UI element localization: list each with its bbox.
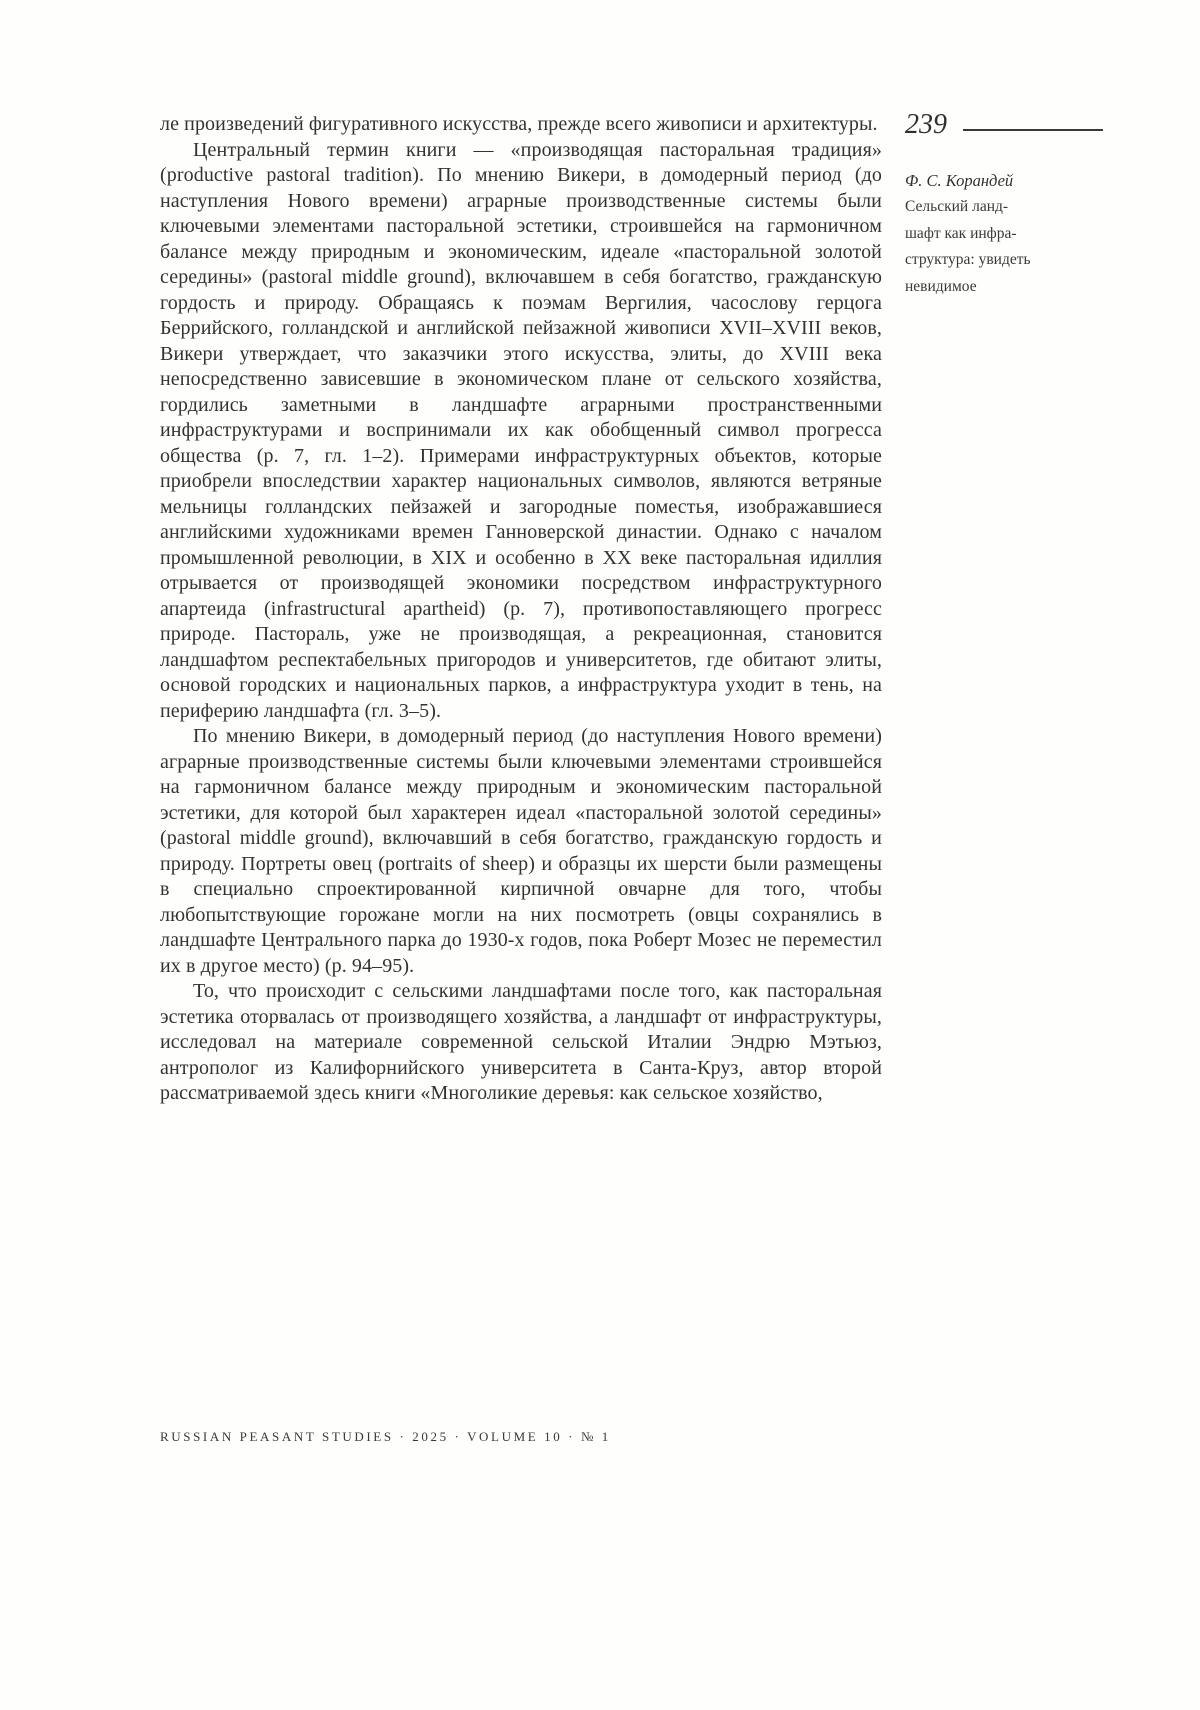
- paragraph: По мнению Викери, в домодерный период (до наступления Нового времени) аграрные производственные системы были ключевыми элементами строившейся на гармоничном балансе между природным и экономическим пасторальной эстетики, для которой был характерен идеал «пасторальной золотой середины» (pastoral middle ground), включавший в себя богатство, гражданскую гордость и природу. Портреты овец (portraits of sheep) и образцы их шерсти были размещены в специально спроектированной кирпичной овчарне для того, чтобы любопытствующие горожане могли на них посмотреть (овцы сохранялись в ландшафте Центрального парка до 1930-х годов, пока Роберт Мозес не переместил их в другое место) (p. 94–95).: [160, 725, 882, 977]
- margin-note-line: Сельский ланд-: [905, 198, 1009, 215]
- margin-column: [905, 110, 1105, 300]
- page-number-row: [905, 110, 1103, 140]
- margin-note-line: невидимое: [905, 277, 977, 295]
- paragraph-continuation: ле произведений фигуративного искусства, прежде всего живописи и архитектуры.: [160, 113, 878, 135]
- paragraph: Центральный термин книги — «производящая пасторальная традиция» (productive pastoral tradition). По мнению Викери, в домодерный период (до наступления Нового времени) аграрные производственные системы были ключевыми элементами пасторальной эстетики, строившейся на гармоничном балансе между природным и экономическим, идеале «пасторальной золотой середины» (pastoral middle ground), включавшем в себя богатство, гражданскую гордость и природу. Обращаясь к поэмам Вергилия, часослову герцога Беррийского, голландской и английской пейзажной живописи XVII–XVIII веков, Викери утверждает, что заказчики этого искусства, элиты, до XVIII века непосредственно зависевшие в экономическом плане от сельского хозяйства, гордились заметными в ландшафте аграрными пространственными инфраструктурами и воспринимали их как обобщенный символ прогресса общества (p. 7, гл. 1–2). Примерами инфраструктурных объектов, которые приобрели впоследствии характер национальных символов, являются ветряные мельницы голландских пейзажей и загородные поместья, изображавшиеся английскими художниками времен Ганноверской династии. Однако с началом промышленной революции, в XIX и особенно в XX веке пасторальная идиллия отрывается от производящей экономики посредством инфраструктурного апартеида (infrastructural apartheid) (p. 7), противопоставляющего прогресс природе. Пастораль, уже не производящая, а рекреационная, становится ландшафтом респектабельных пригородов и университетов, где обитают элиты, основой городских и национальных парков, а инфраструктура уходит в тень, на периферию ландшафта (гл. 3–5).: [160, 138, 882, 722]
- margin-note-line: шафт как инфра-: [905, 224, 1017, 242]
- header-rule: [963, 129, 1103, 131]
- margin-note-line: структура: увидеть: [905, 251, 1031, 268]
- page-number: 239: [905, 109, 947, 140]
- margin-note: [905, 194, 1105, 300]
- margin-author: Ф. С. Корандей: [905, 171, 1014, 190]
- article-body: [160, 112, 882, 1107]
- journal-footer: RUSSIAN PEASANT STUDIES · 2025 · VOLUME 10 · № 1: [160, 1429, 611, 1444]
- paragraph: То, что происходит с сельскими ландшафтами после того, как пасторальная эстетика оторвалась от производящего хозяйства, а ландшафт от инфраструктуры, исследовал на материале современной сельской Италии Эндрю Мэтьюз, антрополог из Калифорнийского университета в Санта-Круз, автор второй рассматриваемой здесь книги «Многоликие деревья: как сельское хозяйство,: [160, 980, 882, 1104]
